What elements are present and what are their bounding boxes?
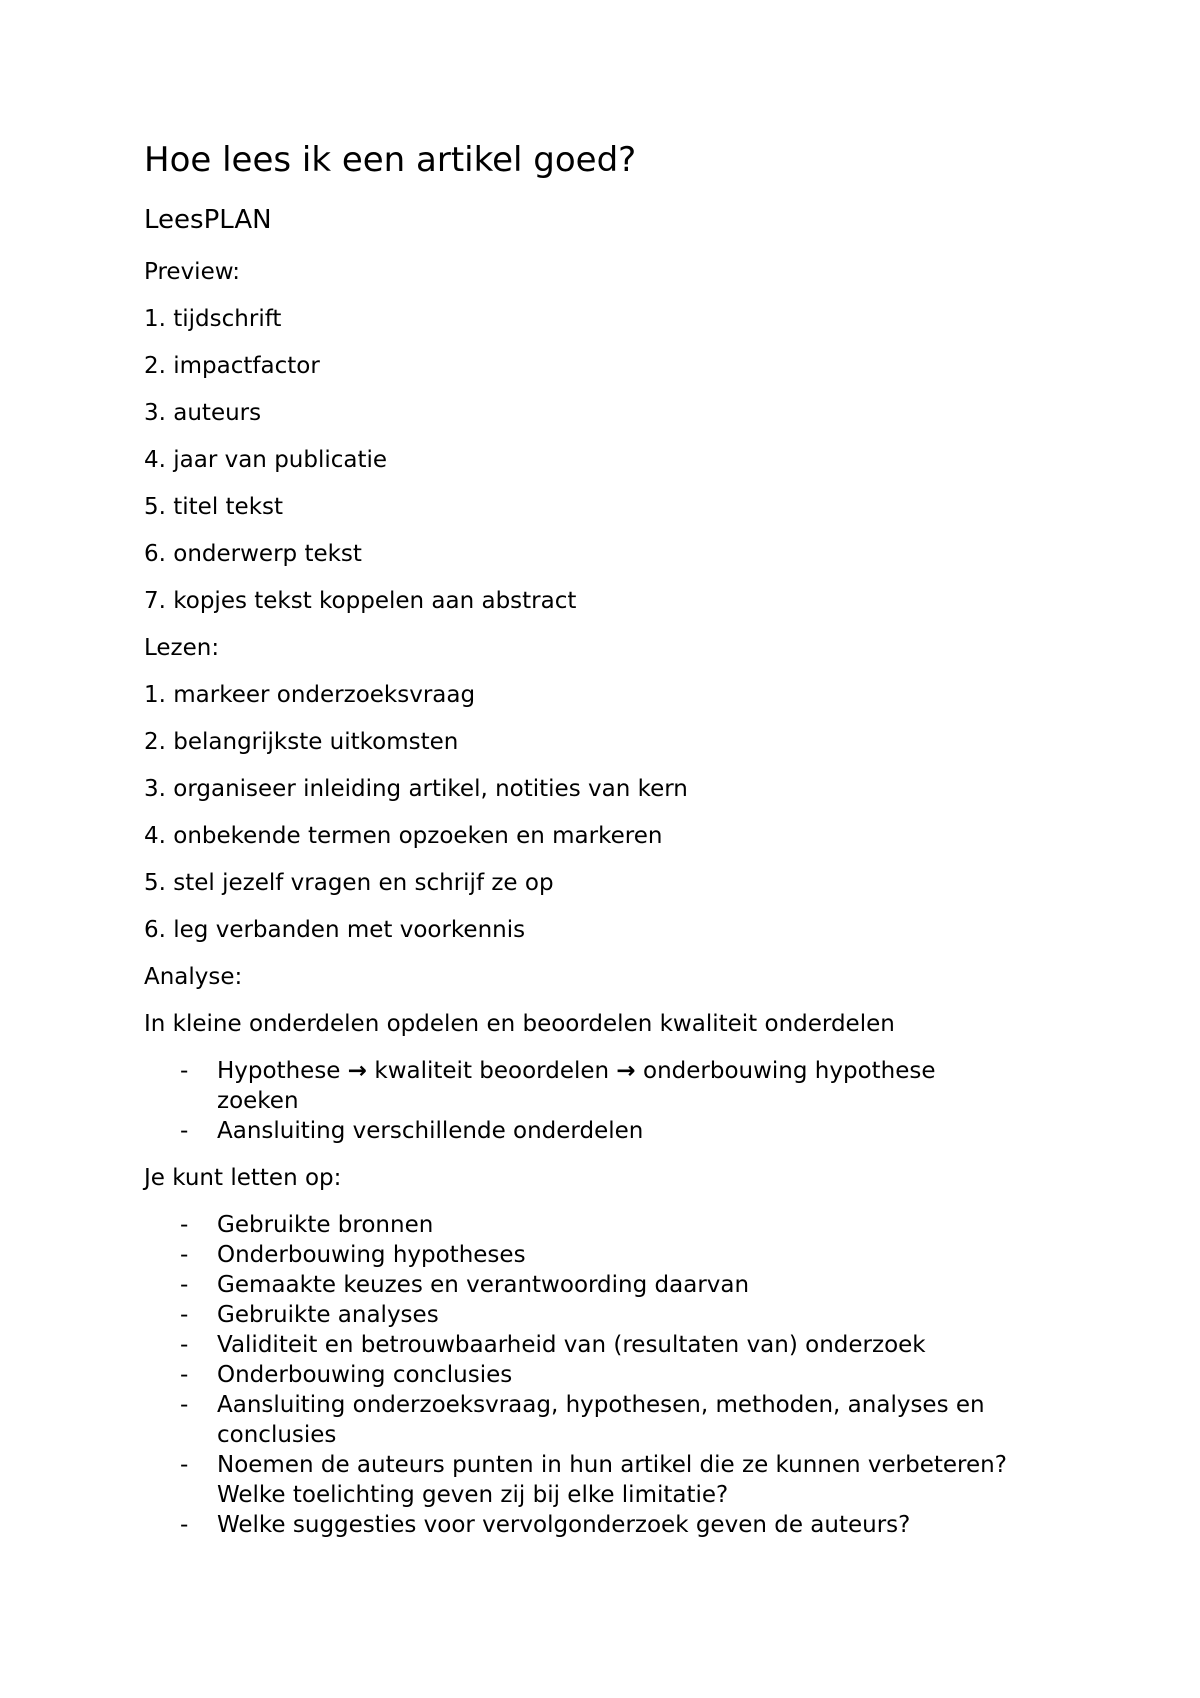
bullet-text: Onderbouwing hypotheses xyxy=(217,1242,526,1268)
hypothese-part: onderbouwing hypothese xyxy=(643,1058,936,1084)
lezen-item: 4. onbekende termen opzoeken en markeren xyxy=(144,823,663,849)
bullet-text: Noemen de auteurs punten in hun artikel die ze kunnen verbeteren? xyxy=(217,1452,1007,1478)
bullet-text: Welke suggesties voor vervolgonderzoek geven de auteurs? xyxy=(217,1512,911,1538)
preview-item: 3. auteurs xyxy=(144,400,262,426)
bullet-text xyxy=(217,1056,1067,1086)
preview-item: 6. onderwerp tekst xyxy=(144,541,362,567)
bullet-dash: - xyxy=(180,1362,189,1388)
bullet-dash: - xyxy=(180,1058,189,1084)
preview-heading: Preview: xyxy=(144,259,241,285)
bullet-text: Aansluiting verschillende onderdelen xyxy=(217,1118,644,1144)
arrow-right-icon: → xyxy=(616,1058,636,1084)
lezen-item: 6. leg verbanden met voorkennis xyxy=(144,917,526,943)
hypothese-part: kwaliteit beoordelen xyxy=(374,1058,610,1084)
document-title: Hoe lees ik een artikel goed? xyxy=(144,140,637,180)
bullet-dash: - xyxy=(180,1332,189,1358)
bullet-text: Welke toelichting geven zij bij elke limitatie? xyxy=(217,1482,729,1508)
bullet-dash: - xyxy=(180,1242,189,1268)
bullet-text: Gebruikte analyses xyxy=(217,1302,439,1328)
bullet-dash: - xyxy=(180,1272,189,1298)
analyse-intro: In kleine onderdelen opdelen en beoordelen kwaliteit onderdelen xyxy=(144,1011,895,1037)
bullet-dash: - xyxy=(180,1512,189,1538)
lezen-item: 1. markeer onderzoeksvraag xyxy=(144,682,476,708)
bullet-text: Gebruikte bronnen xyxy=(217,1212,434,1238)
bullet-dash: - xyxy=(180,1212,189,1238)
preview-item: 4. jaar van publicatie xyxy=(144,447,388,473)
lezen-item: 5. stel jezelf vragen en schrijf ze op xyxy=(144,870,554,896)
lezen-item: 2. belangrijkste uitkomsten xyxy=(144,729,459,755)
lezen-heading: Lezen: xyxy=(144,635,220,661)
preview-item: 1. tijdschrift xyxy=(144,306,282,332)
lezen-item: 3. organiseer inleiding artikel, notities van kern xyxy=(144,776,688,802)
arrow-right-icon: → xyxy=(347,1058,368,1084)
bullet-dash: - xyxy=(180,1302,189,1328)
bullet-text: conclusies xyxy=(217,1422,337,1448)
analyse-heading: Analyse: xyxy=(144,964,243,990)
bullet-text: Onderbouwing conclusies xyxy=(217,1362,513,1388)
preview-item: 2. impactfactor xyxy=(144,353,320,379)
bullet-text: Validiteit en betrouwbaarheid van (resultaten van) onderzoek xyxy=(217,1332,926,1358)
preview-item: 7. kopjes tekst koppelen aan abstract xyxy=(144,588,577,614)
bullet-text: zoeken xyxy=(217,1088,299,1114)
bullet-dash: - xyxy=(180,1118,189,1144)
preview-item: 5. titel tekst xyxy=(144,494,284,520)
document-subtitle: LeesPLAN xyxy=(144,205,272,235)
bullet-dash: - xyxy=(180,1392,189,1418)
bullet-text: Gemaakte keuzes en verantwoording daarvan xyxy=(217,1272,750,1298)
bullet-text: Aansluiting onderzoeksvraag, hypothesen, methoden, analyses en xyxy=(217,1392,985,1418)
letten-op-heading: Je kunt letten op: xyxy=(144,1165,342,1191)
bullet-dash: - xyxy=(180,1452,189,1478)
hypothese-part: Hypothese xyxy=(217,1058,341,1084)
